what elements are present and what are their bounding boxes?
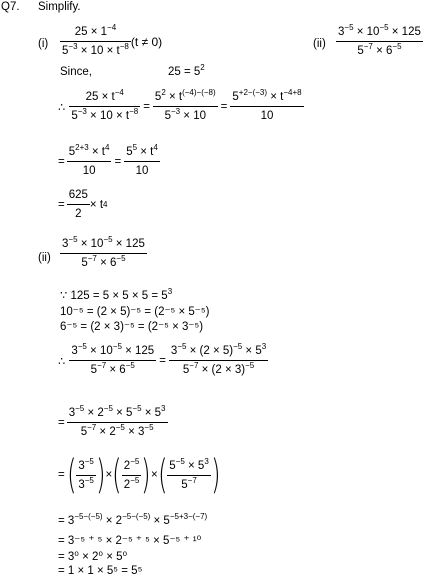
exponent: −5 xyxy=(68,235,78,244)
denominator-term: 10 xyxy=(82,165,96,177)
exponent: −5 xyxy=(344,23,354,32)
part-ii-step-7: = 1 × 1 × 5⁵ = 5⁵ xyxy=(58,565,143,577)
since-value-text: 25 = 5 xyxy=(168,66,201,78)
exponent: −7 xyxy=(363,42,373,51)
therefore-symbol: ∴ xyxy=(58,355,66,368)
part-i-step-2 xyxy=(58,145,160,178)
part-i-step-3: = $\frac{625}{2}$ × t 4 xyxy=(58,189,108,220)
numerator-term: 3 xyxy=(170,345,178,357)
fraction xyxy=(122,456,142,492)
exponent: −5 xyxy=(144,423,154,432)
part-ii-step-6: = 3⁰ × 2⁰ × 5⁰ xyxy=(58,551,128,563)
denominator-term: 5 xyxy=(182,364,190,376)
open-paren: ( xyxy=(66,452,77,498)
exponent: −5 xyxy=(132,404,142,413)
part-ii-step-5: = 3⁻⁵ ⁺ ⁵ × 2⁻⁵ ⁺ ⁵ × 5⁻⁵ ⁺ ¹⁰ xyxy=(58,535,202,547)
exponent: 4 xyxy=(153,143,158,152)
exponent: −7 xyxy=(187,475,197,485)
exponent: 3 xyxy=(261,342,267,351)
fraction xyxy=(153,90,218,123)
part-ii-expression xyxy=(60,237,147,270)
fact-125 xyxy=(60,288,172,302)
exponent: −5 xyxy=(103,404,113,413)
exponent: −7 xyxy=(97,361,107,370)
denominator-term: 5 xyxy=(164,110,171,122)
exponent: −7 xyxy=(87,254,97,263)
numerator-term: 625 xyxy=(67,188,90,205)
denominator-term: × 10 xyxy=(180,110,206,122)
numerator-term: × 5 xyxy=(141,407,162,419)
term: × t xyxy=(89,198,104,211)
numerator-term: 5 xyxy=(169,459,176,472)
part-i-fraction xyxy=(60,25,131,58)
equals-sign: = xyxy=(58,416,65,429)
numerator-term: × 10 xyxy=(77,238,104,250)
exponent: −3 xyxy=(68,42,78,51)
denominator-term: × 2 xyxy=(96,426,116,438)
since-label: Since, xyxy=(60,66,92,78)
denominator-term: × 10 × t xyxy=(86,110,130,122)
part-i-expression xyxy=(60,25,162,58)
fraction xyxy=(69,344,156,377)
part-i-label: (i) xyxy=(38,38,49,50)
fraction xyxy=(69,90,140,123)
exponent: 2 xyxy=(161,88,166,97)
part-ii-step-2 xyxy=(58,406,168,439)
equals-sign: = xyxy=(58,469,65,481)
numerator-term: 3 xyxy=(62,238,69,250)
exponent: −5 xyxy=(116,254,126,263)
exponent: −5 xyxy=(392,42,402,51)
denominator-term: × (2 × 3) xyxy=(198,364,246,376)
equals-sign: = xyxy=(114,155,122,168)
exponent: −4 xyxy=(114,88,124,97)
exponent: −5 xyxy=(233,342,243,351)
equals-sign: = xyxy=(159,354,166,367)
numerator-term: × 10 xyxy=(353,26,380,38)
exponent: −5 xyxy=(84,475,94,485)
question-instruction: Simplify. xyxy=(38,1,81,13)
exponent: −5 xyxy=(125,361,135,370)
fraction xyxy=(67,145,112,178)
exponent: −5 xyxy=(177,342,187,351)
exponent: −5 xyxy=(75,404,85,413)
question-number: Q7. xyxy=(1,1,20,13)
exponent: −3 xyxy=(77,107,87,116)
exponent: 3 xyxy=(204,456,209,466)
exponent: −8 xyxy=(119,42,129,51)
numerator-term: × 125 xyxy=(388,26,421,38)
exponent: −5 xyxy=(379,23,389,32)
fraction xyxy=(169,344,268,377)
denominator-term: 3 xyxy=(78,478,85,491)
numerator-term: × 5 xyxy=(112,407,133,419)
numerator-term: × 125 xyxy=(121,345,155,357)
denominator-term: × 6 xyxy=(372,45,393,57)
numerator-term: 5 xyxy=(154,91,162,103)
numerator-term: 3 xyxy=(338,26,345,38)
denominator-term: 10 xyxy=(260,110,274,122)
fraction xyxy=(167,456,211,492)
times-sign: × xyxy=(105,469,113,481)
exponent: −4 xyxy=(107,23,117,32)
part-ii-header-expression xyxy=(336,25,423,58)
denominator-term: 2 xyxy=(123,478,131,491)
equals-sign: = xyxy=(58,155,65,168)
denominator-term: 5 xyxy=(90,364,98,376)
fraction xyxy=(124,145,160,178)
term: = 3 xyxy=(58,515,75,527)
numerator-term: 2 xyxy=(123,459,131,472)
numerator-term: × 2 xyxy=(84,407,104,419)
close-paren: ) xyxy=(95,452,106,498)
fraction xyxy=(230,90,303,123)
exponent: (−4)−(−8) xyxy=(182,88,216,97)
fact-10: 10⁻⁵ = (2 × 5)⁻⁵ = (2⁻⁵ × 5⁻⁵) xyxy=(60,306,210,318)
fact-text: ∵ 125 = 5 × 5 × 5 = 5 xyxy=(60,290,168,302)
exponent: +2−(−3) xyxy=(238,88,268,97)
therefore-symbol: ∴ xyxy=(58,101,66,114)
exponent: 3 xyxy=(167,287,173,296)
numerator-term: 3 xyxy=(71,345,78,357)
numerator-term: × t xyxy=(88,146,106,158)
denominator-term: 5 xyxy=(71,110,78,122)
exponent: −5−(−5) xyxy=(122,512,151,521)
close-paren: ) xyxy=(141,452,151,498)
exponent: −5−(−5) xyxy=(74,512,103,521)
since-value xyxy=(168,63,205,78)
fraction xyxy=(67,406,168,439)
denominator-term: × 3 xyxy=(124,426,145,438)
exponent: −5 xyxy=(112,342,122,351)
numerator-term: 5 xyxy=(68,146,76,158)
exponent: −5 xyxy=(130,456,140,466)
times-sign: × xyxy=(150,469,158,481)
part-ii-step-4 xyxy=(58,512,208,527)
part-ii-step-3 xyxy=(58,452,221,498)
fraction xyxy=(76,456,96,492)
exponent: −5 xyxy=(175,456,185,466)
fraction xyxy=(67,188,90,221)
exponent: −5 xyxy=(84,456,94,466)
term: × 2 xyxy=(102,515,123,527)
exponent: −5 xyxy=(115,423,125,432)
exponent: −4+8 xyxy=(283,88,302,97)
numerator-term: × 10 xyxy=(86,345,113,357)
exponent: −5 xyxy=(130,475,140,485)
denominator-term: 10 xyxy=(135,165,149,177)
exponent: 5 xyxy=(132,143,138,152)
equals-sign: = xyxy=(143,100,150,113)
exponent: −5+3−(−7) xyxy=(169,512,208,521)
condition: (t ≠ 0) xyxy=(130,34,163,49)
exponent: −8 xyxy=(129,107,139,116)
exponent: 3 xyxy=(161,404,166,413)
denominator-term: 5 xyxy=(181,478,188,491)
numerator-term: × t xyxy=(137,146,154,158)
denominator-term: × 10 × t xyxy=(77,45,120,57)
fraction-denominator: 5 xyxy=(62,45,69,57)
equals-sign: = xyxy=(220,100,228,113)
term: × 5 xyxy=(150,515,170,527)
part-i-step-1 xyxy=(58,90,304,123)
denominator-term: 5 xyxy=(81,257,88,269)
denominator-term: 2 xyxy=(75,208,82,220)
exponent: 4 xyxy=(105,143,110,152)
denominator-term: × 6 xyxy=(106,364,126,376)
exponent: −7 xyxy=(189,361,199,370)
open-paren: ( xyxy=(112,452,122,498)
denominator-term: 5 xyxy=(357,45,364,57)
exponent: −3 xyxy=(170,107,181,116)
numerator-term: × t xyxy=(165,91,183,103)
part-ii-label: (ii) xyxy=(38,252,51,264)
numerator-term: 3 xyxy=(68,407,76,419)
denominator-term: 5 xyxy=(80,426,88,438)
part-ii-header-label: (ii) xyxy=(313,38,326,50)
numerator-term: 3 xyxy=(78,459,85,472)
numerator-term: 25 × t xyxy=(85,91,115,103)
denominator-term: × 6 xyxy=(96,257,117,269)
exponent: 2+3 xyxy=(75,143,89,152)
exponent: 2 xyxy=(200,63,205,72)
numerator-term: × 5 xyxy=(242,345,262,357)
exponent: −5 xyxy=(245,361,255,370)
part-ii-step-1 xyxy=(58,344,268,377)
close-paren: ) xyxy=(210,452,221,498)
numerator-term: 5 xyxy=(232,91,239,103)
part-ii-header-fraction xyxy=(336,25,423,58)
numerator-term: × 125 xyxy=(112,238,145,250)
numerator-term: × (2 × 5) xyxy=(186,345,234,357)
fact-6: 6⁻⁵ = (2 × 3)⁻⁵ = (2⁻⁵ × 3⁻⁵) xyxy=(60,321,204,333)
numerator-term: × t xyxy=(267,91,284,103)
exponent: −5 xyxy=(103,235,113,244)
exponent: −5 xyxy=(77,342,87,351)
part-ii-fraction xyxy=(60,237,147,270)
exponent: −7 xyxy=(87,423,97,432)
equals-sign: = xyxy=(58,198,65,211)
numerator-term: 5 xyxy=(126,146,133,158)
numerator-term: × 5 xyxy=(184,459,205,472)
fraction-numerator: 25 × 1 xyxy=(74,26,108,38)
open-paren: ( xyxy=(157,452,168,498)
